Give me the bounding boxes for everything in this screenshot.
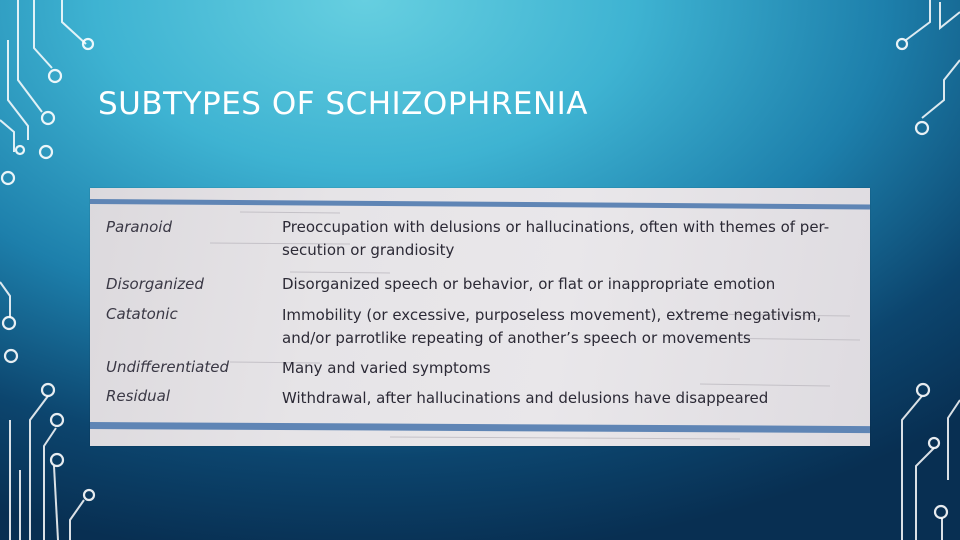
subtype-term: Disorganized — [106, 275, 204, 293]
description-line: Many and varied symptoms — [282, 359, 491, 377]
textbook-table-photo — [90, 188, 870, 446]
subtype-description — [282, 273, 775, 296]
subtype-term: Undifferentiated — [106, 358, 230, 376]
subtype-term: Residual — [106, 387, 171, 405]
description-line: Withdrawal, after hallucinations and delusions have disappeared — [282, 389, 769, 407]
subtype-term: Catatonic — [106, 305, 178, 323]
description-line: secution or grandiosity — [282, 241, 455, 259]
description-line: Disorganized speech or behavior, or flat or inappropriate emotion — [282, 275, 776, 293]
subtype-description — [282, 357, 491, 380]
subtype-description — [282, 304, 821, 350]
subtype-term: Paranoid — [106, 218, 172, 236]
description-line: and/or parrotlike repeating of another’s speech or movements — [282, 329, 751, 347]
description-line: Preoccupation with delusions or hallucinations, often with themes of per- — [282, 218, 830, 236]
subtype-description — [282, 387, 768, 410]
slide-title: SUBTYPES OF SCHIZOPHRENIA — [98, 86, 588, 122]
subtype-description — [282, 216, 829, 262]
description-line: Immobility (or excessive, purposeless movement), extreme negativism, — [282, 306, 822, 324]
